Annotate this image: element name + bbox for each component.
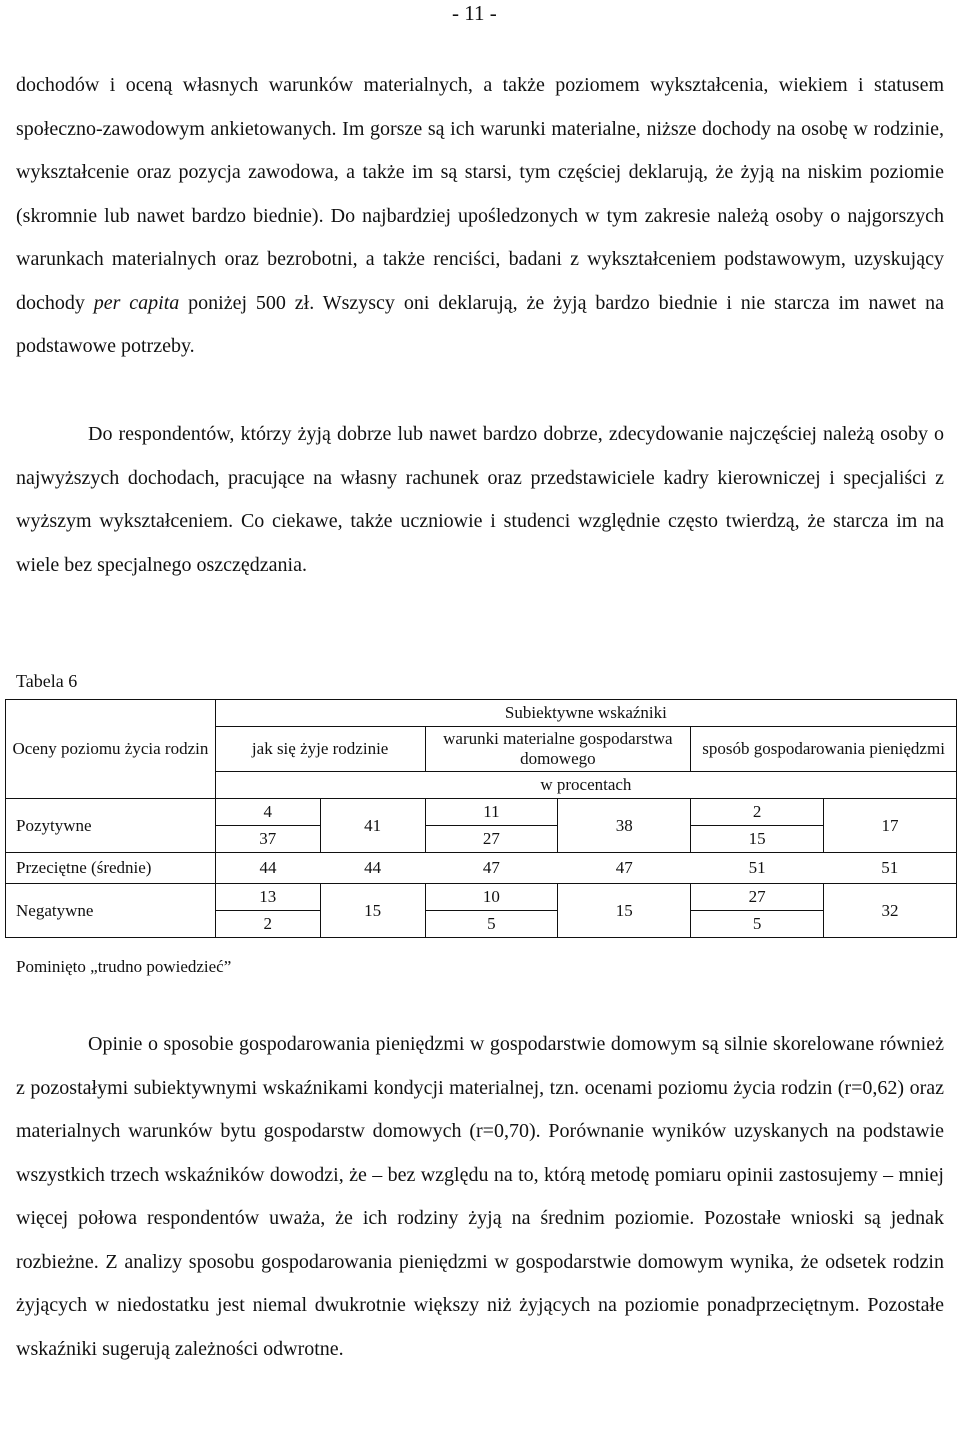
table-footnote: Pominięto „trudno powiedzieć” xyxy=(16,957,232,976)
table-cell: 47 xyxy=(558,853,691,884)
table-caption: Tabela 6 xyxy=(16,671,78,691)
table-cell: 44 xyxy=(320,853,425,884)
header-col-2: warunki materialne gospodarstwa domowego xyxy=(425,727,691,772)
row-label-negatywne: Negatywne xyxy=(6,884,216,938)
table-cell: 15 xyxy=(320,884,425,938)
table-cell: 10 xyxy=(425,884,558,911)
paragraph-3: Opinie o sposobie gospodarowania pieniędzmi w gospodarstwie domowym są silnie skorelowane również z pozostałymi subiektywnymi wskaźnikami kondycji materialnej, tzn. ocenami poziomu życia rodzin (r=0,62) oraz materialnych warunków bytu gospodarstw domowych (r=0,70). Porównanie wyników uzyskanych na podstawie wszystkich trzech wskaźników dowodzi, że – bez względu na to, którą metodę pomiaru opinii zastosujemy – mniej więcej połowa respondentów uważa, że ich rodziny żyją na średnim poziomie. Pozostałe wnioski są jednak rozbieżne. Z analizy sposobu gospodarowania pieniędzmi w gospodarstwie domowym wynika, że odsetek rodzin żyjących w niedostatku jest niemal dwukrotnie większy niż żyjących na poziomie ponadprzeciętnym. Pozostałe wskaźniki sugerują zależności odwrotne. xyxy=(16,1033,944,1360)
table-cell: 41 xyxy=(320,799,425,853)
header-unit: w procentach xyxy=(215,772,956,799)
table-cell: 4 xyxy=(215,799,320,826)
table-cell: 17 xyxy=(824,799,957,853)
table-cell: 11 xyxy=(425,799,558,826)
table-header-row-1 xyxy=(6,700,957,727)
table-cell: 38 xyxy=(558,799,691,853)
page-number: - 11 - xyxy=(452,1,497,25)
table-cell: 5 xyxy=(487,914,496,933)
table-cell: 15 xyxy=(691,826,824,853)
data-table xyxy=(5,699,957,938)
table-cell: 2 xyxy=(263,914,272,933)
row-label-pozytywne: Pozytywne xyxy=(6,799,216,853)
header-col-3: sposób gospodarowania pieniędzmi xyxy=(691,727,957,772)
table-cell: 13 xyxy=(215,884,320,911)
table-cell: 37 xyxy=(215,826,320,853)
paragraph-1-italic: per capita xyxy=(93,291,180,314)
table-cell: 32 xyxy=(824,884,957,938)
header-group: Subiektywne wskaźniki xyxy=(504,703,667,722)
table-cell: 47 xyxy=(425,853,558,884)
row-label-przecietne: Przeciętne (średnie) xyxy=(6,853,216,884)
paragraph-1 xyxy=(16,64,944,369)
paragraph-1-text-a: dochodów i oceną własnych warunków materialnych, a także poziomem wykształcenia, wiekiem i statusem społeczno-zawodowym ankietowanych. Im gorsze są ich warunki materialne, niższe dochody na osobę w rodzinie, wykształcenie oraz pozycja zawodowa, a także im są starsi, tym częściej deklarują, że żyją na niskim poziomie (skromnie lub nawet bardzo biednie). Do najbardziej upośledzonych w tym zakresie należą osoby o najgorszych warunkach materialnych oraz bezrobotni, a także renciści, badani z wykształceniem podstawowym, uzyskujący dochody xyxy=(16,74,944,314)
table-row-przecietne xyxy=(6,853,957,884)
table-cell: 15 xyxy=(558,884,691,938)
table-cell: 27 xyxy=(691,884,824,911)
table-cell: 5 xyxy=(752,914,762,933)
table-cell: 27 xyxy=(425,826,558,853)
table-cell: 2 xyxy=(691,799,824,826)
table-row-pozytywne-top xyxy=(6,799,957,826)
paragraph-2: Do respondentów, którzy żyją dobrze lub nawet bardzo dobrze, zdecydowanie najczęściej należą osoby o najwyższych dochodach, pracujące na własny rachunek oraz przedstawiciele kadry kierowniczej i specjaliści z wyższym wykształceniem. Co ciekawe, także uczniowie i studenci względnie często twierdzą, że starcza im na wiele bez specjalnego oszczędzania. xyxy=(16,423,944,576)
table-cell: 44 xyxy=(215,853,320,884)
table-cell: 51 xyxy=(824,853,957,884)
header-col-1: jak się żyje rodzinie xyxy=(215,727,425,772)
header-row-label: Oceny poziomu życia rodzin xyxy=(6,700,216,799)
paragraph-1-text-b: poniżej 500 zł. Wszyscy oni deklarują, że żyją bardzo biednie i nie starcza im nawet na podstawowe potrzeby. xyxy=(16,291,944,357)
table-row-negatywne-top xyxy=(6,884,957,911)
table-cell: 51 xyxy=(691,853,824,884)
